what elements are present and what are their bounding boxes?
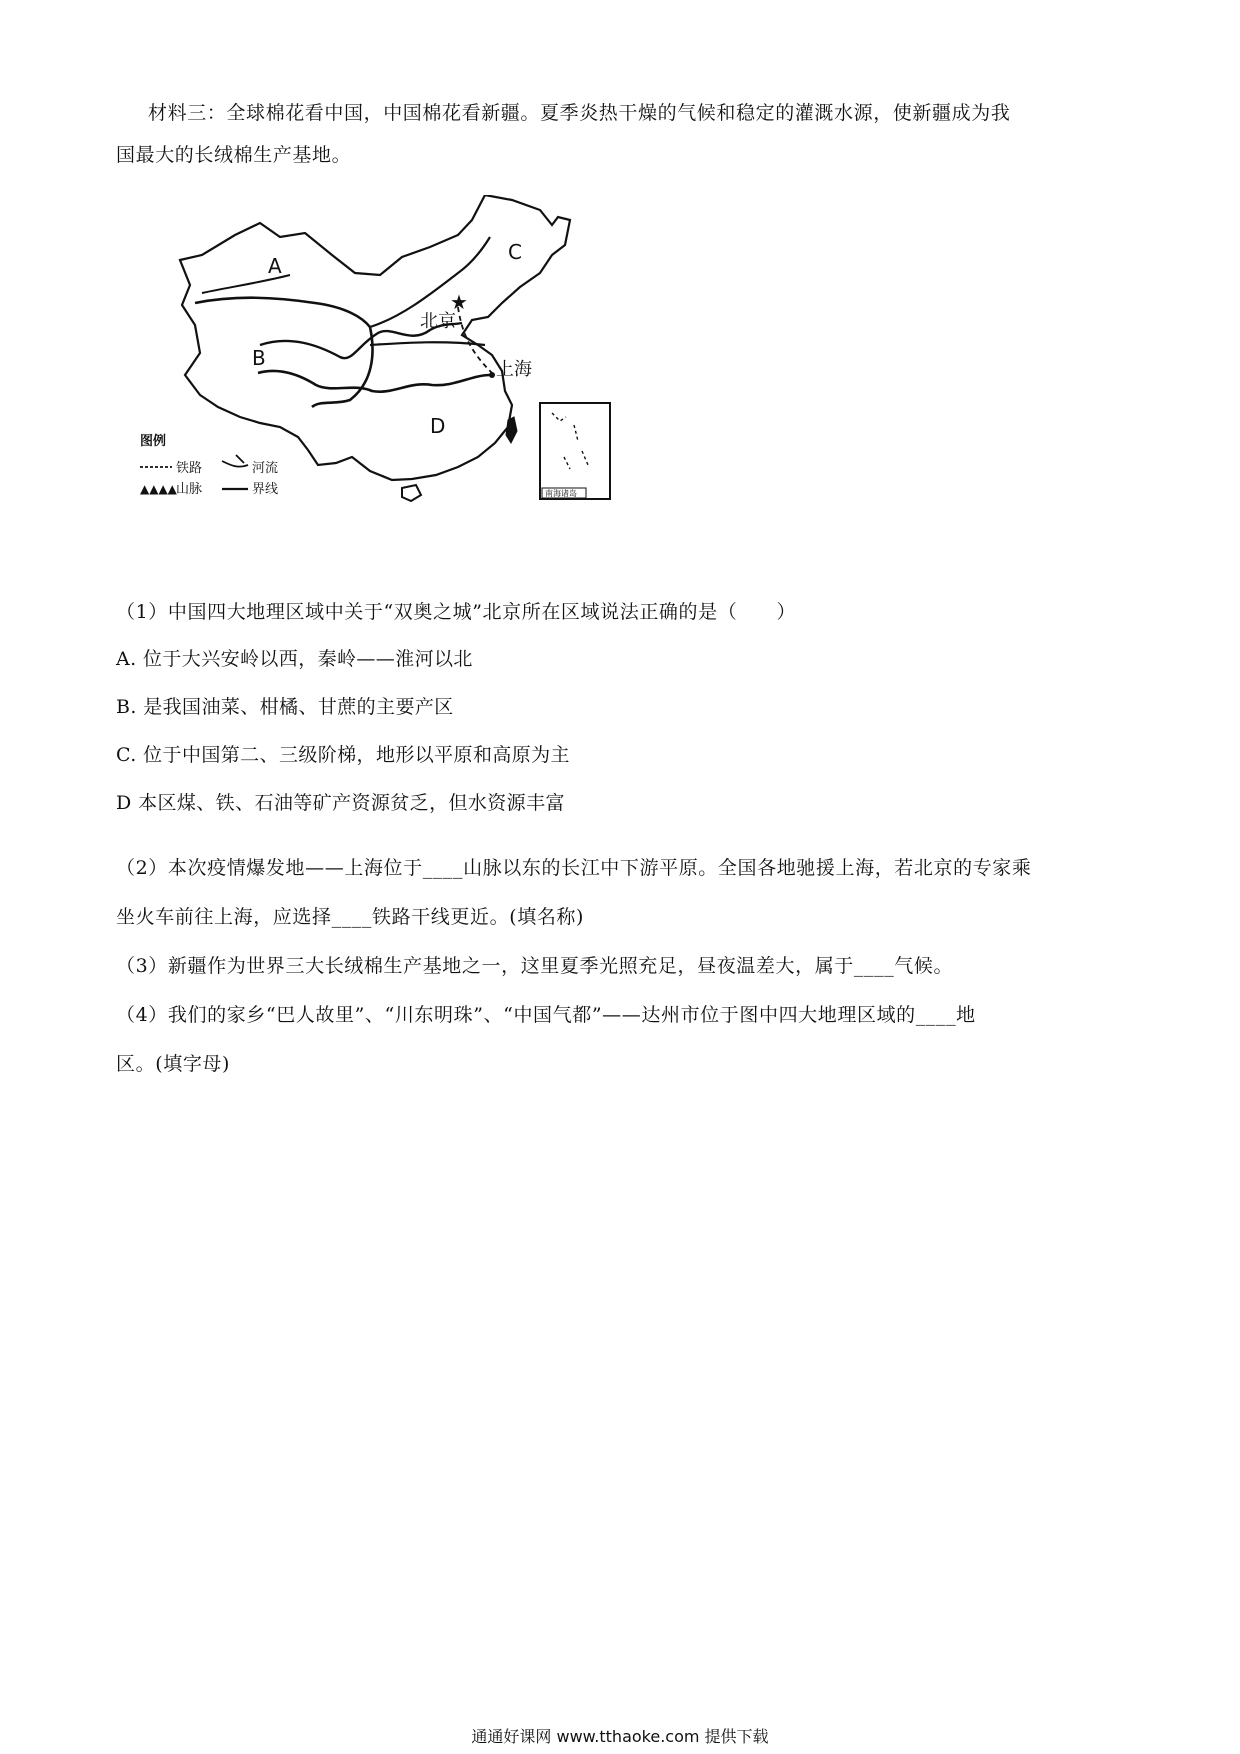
beijing-star-icon: ★	[450, 290, 468, 314]
question-3: （3）新疆作为世界三大长绒棉生产基地之一，这里夏季光照充足，昼夜温差大，属于____气候。	[116, 955, 954, 977]
yangtze-river	[258, 371, 490, 392]
city-label-shanghai: 上海	[496, 359, 532, 380]
option-d: D 本区煤、铁、石油等矿产资源贫乏，但水资源丰富	[116, 792, 565, 814]
footer-source: 通通好课网 www.tthaoke.com 提供下载	[471, 1727, 769, 1746]
option-b: B. 是我国油菜、柑橘、甘蔗的主要产区	[116, 696, 454, 718]
material-line-1: 材料三：全球棉花看中国，中国棉花看新疆。夏季炎热干燥的气候和稳定的灌溉水源，使新疆成为我	[148, 102, 1011, 124]
city-label-beijing: 北京	[420, 311, 456, 332]
legend-mountain: 山脉	[176, 482, 203, 497]
question-2-line-1: （2）本次疫情爆发地——上海位于____山脉以东的长江中下游平原。全国各地驰援上海，若北京的专家乘	[116, 857, 1032, 879]
legend-river: 河流	[252, 461, 279, 476]
question-2-line-2: 坐火车前往上海，应选择____铁路干线更近。(填名称)	[116, 906, 585, 928]
region-label-c: C	[508, 240, 522, 264]
region-label-b: B	[252, 346, 266, 370]
mountain-icon: ▲▲▲▲	[140, 482, 177, 496]
question-1-stem: （1）中国四大地理区域中关于“双奥之城”北京所在区域说法正确的是（ ）	[116, 601, 797, 623]
option-c: C. 位于中国第二、三级阶梯，地形以平原和高原为主	[116, 744, 570, 766]
inset-label: 南海诸岛	[545, 489, 577, 498]
legend-title: 图例	[140, 434, 167, 449]
legend-railway: 铁路	[176, 461, 203, 476]
shanghai-marker	[489, 372, 495, 378]
china-region-map	[140, 195, 700, 570]
question-4-line-1: （4）我们的家乡“巴人故里”、“川东明珠”、“中国气都”——达州市位于图中四大地理区域的____地	[116, 1004, 976, 1026]
region-label-d: D	[430, 414, 446, 438]
legend-boundary: 界线	[252, 482, 279, 497]
region-label-a: A	[268, 254, 282, 278]
region-boundary-qinling-huaihe	[370, 342, 485, 345]
material-line-2: 国最大的长绒棉生产基地。	[116, 144, 352, 166]
question-4-line-2: 区。(填字母)	[116, 1053, 231, 1075]
map-legend	[140, 433, 278, 497]
hainan-island	[402, 485, 421, 501]
taiwan-island	[506, 417, 517, 443]
region-boundary-qinghai-tibet	[312, 327, 373, 407]
south-china-sea-inset	[540, 403, 610, 499]
option-a: A. 位于大兴安岭以西，秦岭——淮河以北	[116, 648, 473, 670]
region-boundary-north	[195, 298, 370, 327]
